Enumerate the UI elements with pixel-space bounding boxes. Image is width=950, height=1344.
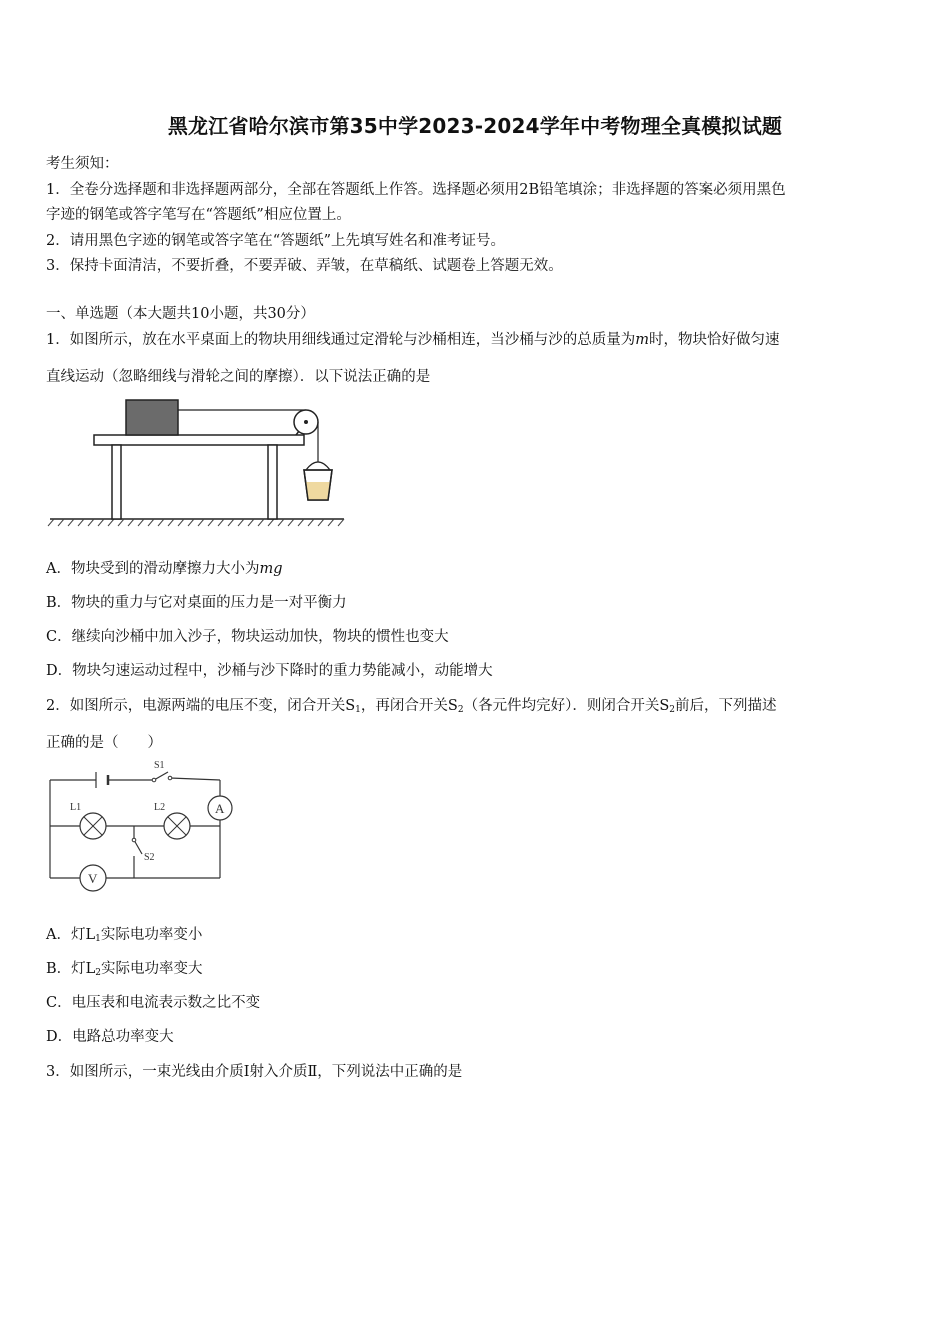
ammeter-label: A (215, 801, 225, 816)
question-3-stem: 3．如图所示，一束光线由介质Ⅰ射入介质Ⅱ，下列说法中正确的是 (46, 1064, 463, 1080)
question-2-stem-line2: 正确的是（ ） (46, 735, 162, 751)
stem-text: 前后，下列描述 (675, 698, 777, 714)
l2-label: L2 (154, 802, 166, 813)
notice-heading: 考生须知： (46, 156, 119, 172)
question-2-option-d[interactable]: D．电路总功率变大 (46, 1029, 174, 1045)
subscript: 2 (95, 968, 102, 978)
stem-text: 时，物块恰好做匀速 (648, 332, 780, 348)
option-text: A．灯L (46, 927, 96, 943)
stem-text: 2．如图所示，电源两端的电压不变，闭合开关S (46, 698, 356, 714)
subscript: 1 (355, 705, 361, 715)
notice-item: 1．全卷分选择题和非选择题两部分，全部在答题纸上作答。选择题必须用2B铅笔填涂；非选择题的答案必须用黑色 (46, 182, 786, 198)
stem-text: ，再闭合开关S (360, 698, 458, 714)
l1-label: L1 (70, 802, 82, 813)
question-1-option-b[interactable]: B．物块的重力与它对桌面的压力是一对平衡力 (46, 595, 347, 611)
question-2-option-c[interactable]: C．电压表和电流表示数之比不变 (46, 995, 261, 1011)
section-heading: 一、单选题（本大题共10小题，共30分） (46, 306, 315, 322)
mass-variable: m (635, 332, 649, 348)
stem-text: 1．如图所示，放在水平桌面上的物块用细线通过定滑轮与沙桶相连，当沙桶与沙的总质量为 (46, 332, 636, 348)
page-title: 黑龙江省哈尔滨市第35中学2023-2024学年中考物理全真模拟试题 (167, 114, 783, 138)
circuit-figure (44, 758, 244, 898)
question-2-stem (46, 694, 777, 715)
option-variable: mg (259, 561, 283, 577)
option-text: A．物块受到的滑动摩擦力大小为 (46, 561, 260, 577)
question-2-option-a[interactable] (46, 923, 202, 944)
question-1-option-d[interactable]: D．物块匀速运动过程中，沙桶与沙下降时的重力势能减小，动能增大 (46, 663, 493, 679)
question-1-option-a[interactable] (46, 557, 283, 578)
option-text: 实际电功率变小 (100, 927, 203, 943)
question-1-option-c[interactable]: C．继续向沙桶中加入沙子，物块运动加快，物块的惯性也变大 (46, 629, 449, 645)
s1-label: S1 (154, 760, 165, 771)
stem-text: （各元件均完好）．则闭合开关S (463, 698, 670, 714)
notice-item: 字迹的钢笔或答字笔写在“答题纸”相应位置上。 (46, 207, 351, 223)
pulley-figure (44, 392, 354, 532)
subscript: 2 (457, 705, 464, 715)
option-text: 实际电功率变大 (101, 961, 203, 977)
question-1-stem-line2: 直线运动（忽略细线与滑轮之间的摩擦）．以下说法正确的是 (46, 369, 431, 385)
question-1-stem (46, 328, 779, 349)
notice-item: 2．请用黑色字迹的钢笔或答字笔在“答题纸”上先填写姓名和准考证号。 (46, 233, 506, 249)
s2-label: S2 (144, 852, 155, 863)
notice-item: 3．保持卡面清洁，不要折叠，不要弄破、弄皱，在草稿纸、试题卷上答题无效。 (46, 258, 563, 274)
subscript: 2 (669, 705, 675, 715)
question-2-option-b[interactable] (46, 957, 203, 978)
voltmeter-label: V (88, 871, 98, 886)
subscript: 1 (95, 934, 101, 944)
option-text: B．灯L (46, 961, 96, 977)
